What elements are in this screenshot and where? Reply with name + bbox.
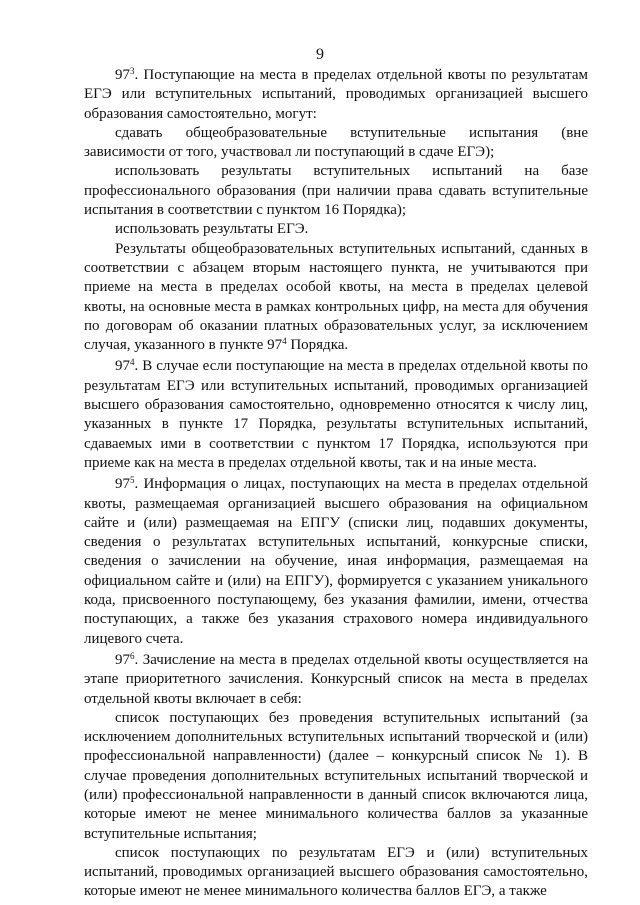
superscript: 4 (282, 336, 287, 347)
paragraph (84, 124, 588, 163)
paragraph (84, 66, 588, 124)
document-body (84, 66, 588, 902)
text-run: . Поступающие на места в пределах отдельной квоты по результатам ЕГЭ или вступительных испытаний, проводимых организацией высшего образования самостоятельно, могут: (84, 67, 588, 122)
text-run: . Информация о лицах, поступающих на места в пределах отдельной квоты, размещаемая организацией высшего образования на официальном сайте и (или) размещаемая на ЕПГУ (списки лиц, подавших документы, сведения о результатах вступительных испытаний, конкурсные списки, сведения о зачислении на обучение, иная информация, размещаемая на официальном сайте и (или) на ЕПГУ), формируется с указанием уникального кода, присвоенного поступающему, без указания фамилии, имени, отчества поступающих, а также без указания страхового номера индивидуального лицевого счета. (84, 476, 588, 647)
paragraph (84, 357, 588, 473)
superscript: 5 (130, 475, 135, 486)
paragraph (84, 162, 588, 220)
superscript: 4 (130, 357, 135, 368)
page-number: 9 (316, 46, 324, 63)
paragraph (84, 220, 588, 239)
paragraph (84, 651, 588, 709)
text-run: список поступающих без проведения вступительных испытаний (за исключением дополнительных вступительных испытаний творческой и (или) профессиональной направленности) (далее – конкурсный список № 1). В случае проведения дополнительных вступительных испытаний творческой и (или) профессиональной направленности в данный список включаются лица, которые имеют не менее минимального количества баллов за указанные вступительные испытания; (84, 709, 588, 842)
text-run: Порядка. (286, 337, 349, 354)
text-run: . В случае если поступающие на места в пределах отдельной квоты по результатам ЕГЭ или вступительных испытаний, проводимых организацией высшего образования самостоятельно, одновременно относятся к числу лиц, указанных в пункте 17 Порядка, результаты вступительных испытаний, сдаваемых ими в соответствии с пунктом 17 Порядка, используются при приеме как на места в пределах отдельной квоты, так и на иные места. (84, 358, 588, 471)
text-run: . Зачисление на места в пределах отдельной квоты осуществляется на этапе приоритетного зачисления. Конкурсный список на места в пределах отдельной квоты включает в себя: (84, 651, 588, 707)
text-run: использовать результаты ЕГЭ. (115, 221, 309, 238)
text-run: 97 (115, 67, 130, 83)
text-run: 97 (115, 358, 130, 375)
text-run: список поступающих по результатам ЕГЭ и (или) вступительных испытаний, проводимых организацией высшего образования самостоятельно, которые имеют не менее минимального количества баллов ЕГЭ, а также (84, 844, 588, 900)
paragraph (84, 844, 588, 902)
text-run: 97 (115, 476, 130, 493)
paragraph (84, 475, 588, 649)
superscript: 6 (130, 650, 135, 661)
text-run: сдавать общеобразовательные вступительные испытания (вне зависимости от того, участвовал ли поступающий в сдаче ЕГЭ); (84, 124, 588, 161)
paragraph (84, 709, 588, 844)
paragraph (84, 240, 588, 356)
text-run: 97 (115, 651, 130, 668)
text-run: использовать результаты вступительных испытаний на базе профессионального образования (при наличии права сдавать вступительные испытания в соответствии с пунктом 16 Порядка); (84, 163, 588, 219)
superscript: 3 (130, 66, 135, 76)
text-run: Результаты общеобразовательных вступительных испытаний, сданных в соответствии с абзацем вторым настоящего пункта, не учитываются при приеме на места в пределах особой квоты, на места в пределах целевой квоты, на основные места в рамках контрольных цифр, на места для обучения по договорам об оказании платных образовательных услуг, за исключением случая, указанного в пункте 97 (84, 240, 588, 354)
